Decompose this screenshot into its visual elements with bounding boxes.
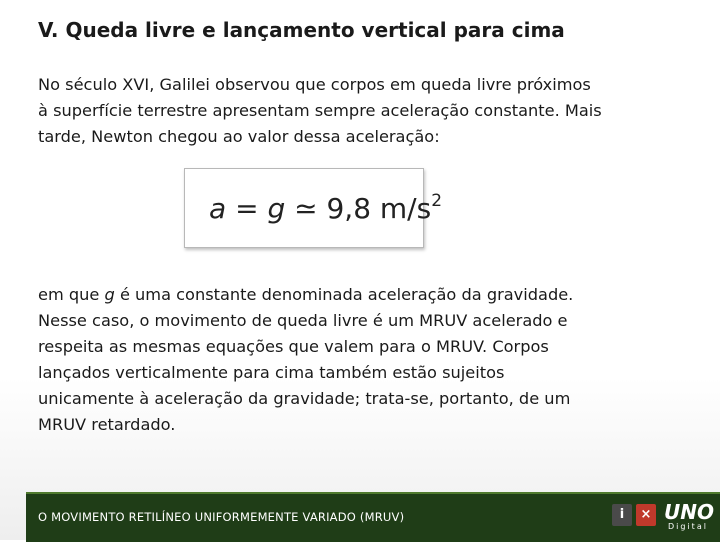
logo-text: UNO xyxy=(664,500,714,524)
formula-value: ≃ 9,8 m/s xyxy=(285,192,432,225)
explanation-paragraph xyxy=(38,282,688,438)
logo-subtext: Digital xyxy=(668,522,708,531)
text-line: No século XVI, Galilei observou que corpos em queda livre próximos xyxy=(38,75,591,94)
slide-title: V. Queda livre e lançamento vertical para cima xyxy=(38,18,565,42)
formula-equals: = xyxy=(226,192,268,225)
text-line: respeita as mesmas equações que valem para o MRUV. Corpos xyxy=(38,337,549,356)
text-line: à superfície terrestre apresentam sempre aceleração constante. Mais xyxy=(38,101,602,120)
footer-bar xyxy=(26,492,720,542)
formula-var-a: a xyxy=(209,192,227,225)
info-icon[interactable]: i xyxy=(612,504,632,526)
formula-var-g: g xyxy=(267,192,286,225)
italic-var-g: g xyxy=(104,285,115,304)
text-fragment: é uma constante denominada aceleração da gravidade. xyxy=(114,285,574,304)
text-line: MRUV retardado. xyxy=(38,415,176,434)
close-icon[interactable]: × xyxy=(636,504,656,526)
text-fragment: em que xyxy=(38,285,105,304)
text-line: lançados verticalmente para cima também estão sujeitos xyxy=(38,363,505,382)
intro-paragraph xyxy=(38,72,688,150)
gravity-formula xyxy=(209,191,442,225)
footer-caption: O MOVIMENTO RETILÍNEO UNIFORMEMENTE VARIADO (MRUV) xyxy=(38,510,405,524)
uno-logo xyxy=(664,500,714,536)
text-line: Nesse caso, o movimento de queda livre é um MRUV acelerado e xyxy=(38,311,568,330)
formula-exponent: 2 xyxy=(431,191,443,211)
text-line: unicamente à aceleração da gravidade; trata-se, portanto, de um xyxy=(38,389,571,408)
formula-box xyxy=(184,168,443,248)
text-line: tarde, Newton chegou ao valor dessa aceleração: xyxy=(38,127,440,146)
text-line xyxy=(38,282,688,308)
